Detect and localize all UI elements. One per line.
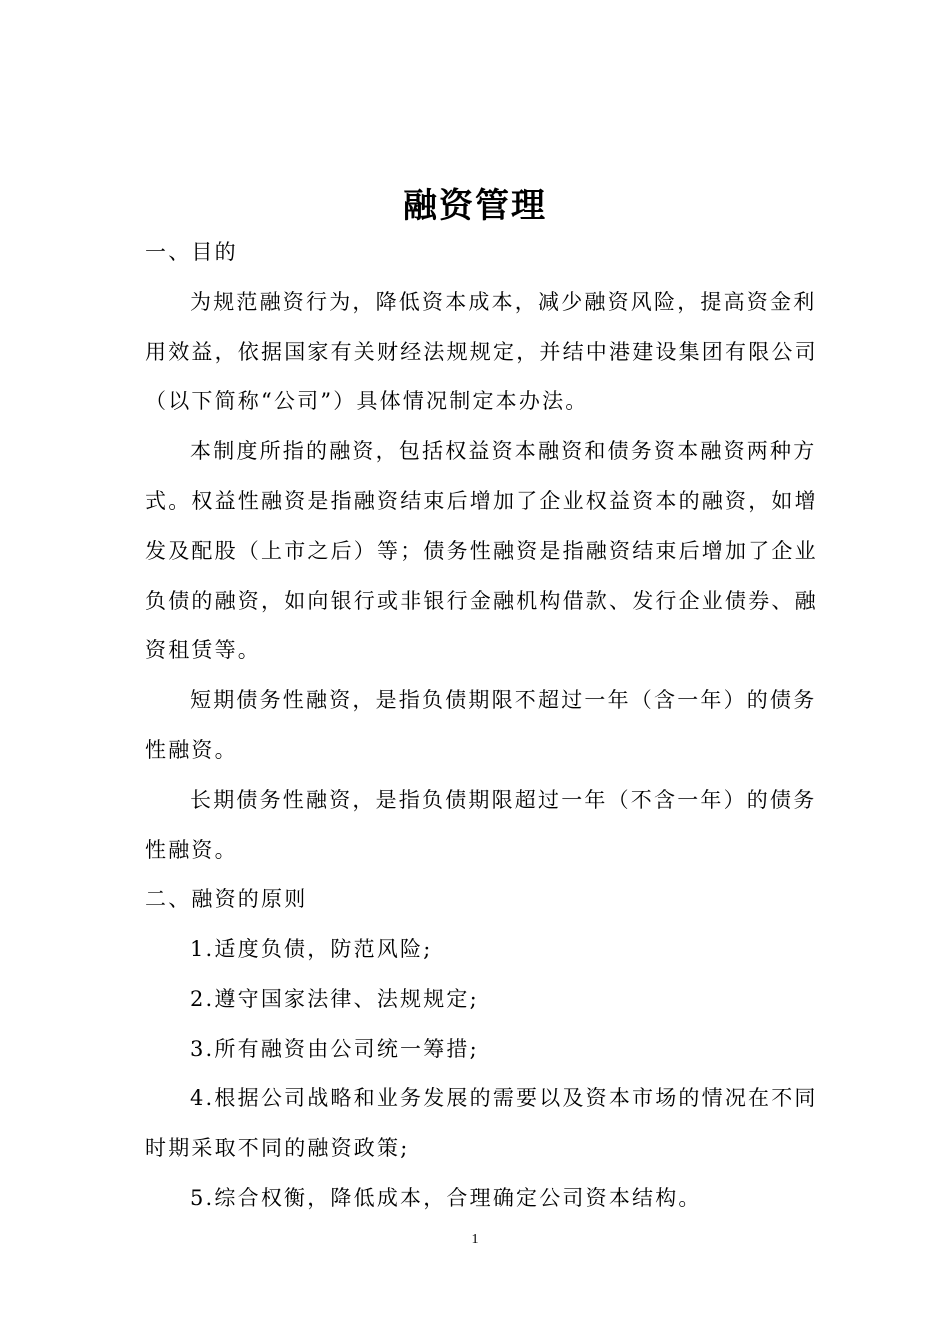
principle-item: 4.根据公司战略和业务发展的需要以及资本市场的情况在不同: [190, 1086, 818, 1110]
paragraph-line: 为规范融资行为，降低资本成本，减少融资风险，提高资金利: [190, 290, 817, 314]
paragraph-line: 长期债务性融资，是指负债期限超过一年（不含一年）的债务: [190, 788, 817, 812]
section-heading-principles: 二、融资的原则: [145, 887, 308, 911]
page-number: 1: [471, 1232, 479, 1247]
paragraph-line: 负债的融资，如向银行或非银行金融机构借款、发行企业债券、融: [145, 589, 818, 613]
paragraph-line: 短期债务性融资，是指负债期限不超过一年（含一年）的债务: [190, 688, 817, 712]
paragraph-line: 式。权益性融资是指融资结束后增加了企业权益资本的融资，如增: [145, 489, 818, 513]
principle-item-continuation: 时期采取不同的融资政策;: [145, 1136, 410, 1160]
paragraph-line: 用效益，依据国家有关财经法规规定，并结中港建设集团有限公司: [145, 340, 818, 364]
paragraph-line: 性融资。: [145, 838, 238, 862]
paragraph-line: 资租赁等。: [145, 638, 261, 662]
paragraph-line: 性融资。: [145, 738, 238, 762]
paragraph-line: （以下简称“公司”）具体情况制定本办法。: [145, 389, 589, 413]
principle-item: 1.适度负债，防范风险;: [190, 937, 433, 961]
paragraph-line: 发及配股（上市之后）等；债务性融资是指融资结束后增加了企业: [145, 539, 818, 563]
principle-item: 2.遵守国家法律、法规规定;: [190, 987, 479, 1011]
document-title: 融资管理: [403, 186, 547, 226]
principle-item: 3.所有融资由公司统一筹措;: [190, 1037, 479, 1061]
principle-item: 5.综合权衡，降低成本，合理确定公司资本结构。: [190, 1186, 702, 1210]
paragraph-line: 本制度所指的融资，包括权益资本融资和债务资本融资两种方: [190, 439, 817, 463]
section-heading-purpose: 一、目的: [145, 240, 238, 264]
